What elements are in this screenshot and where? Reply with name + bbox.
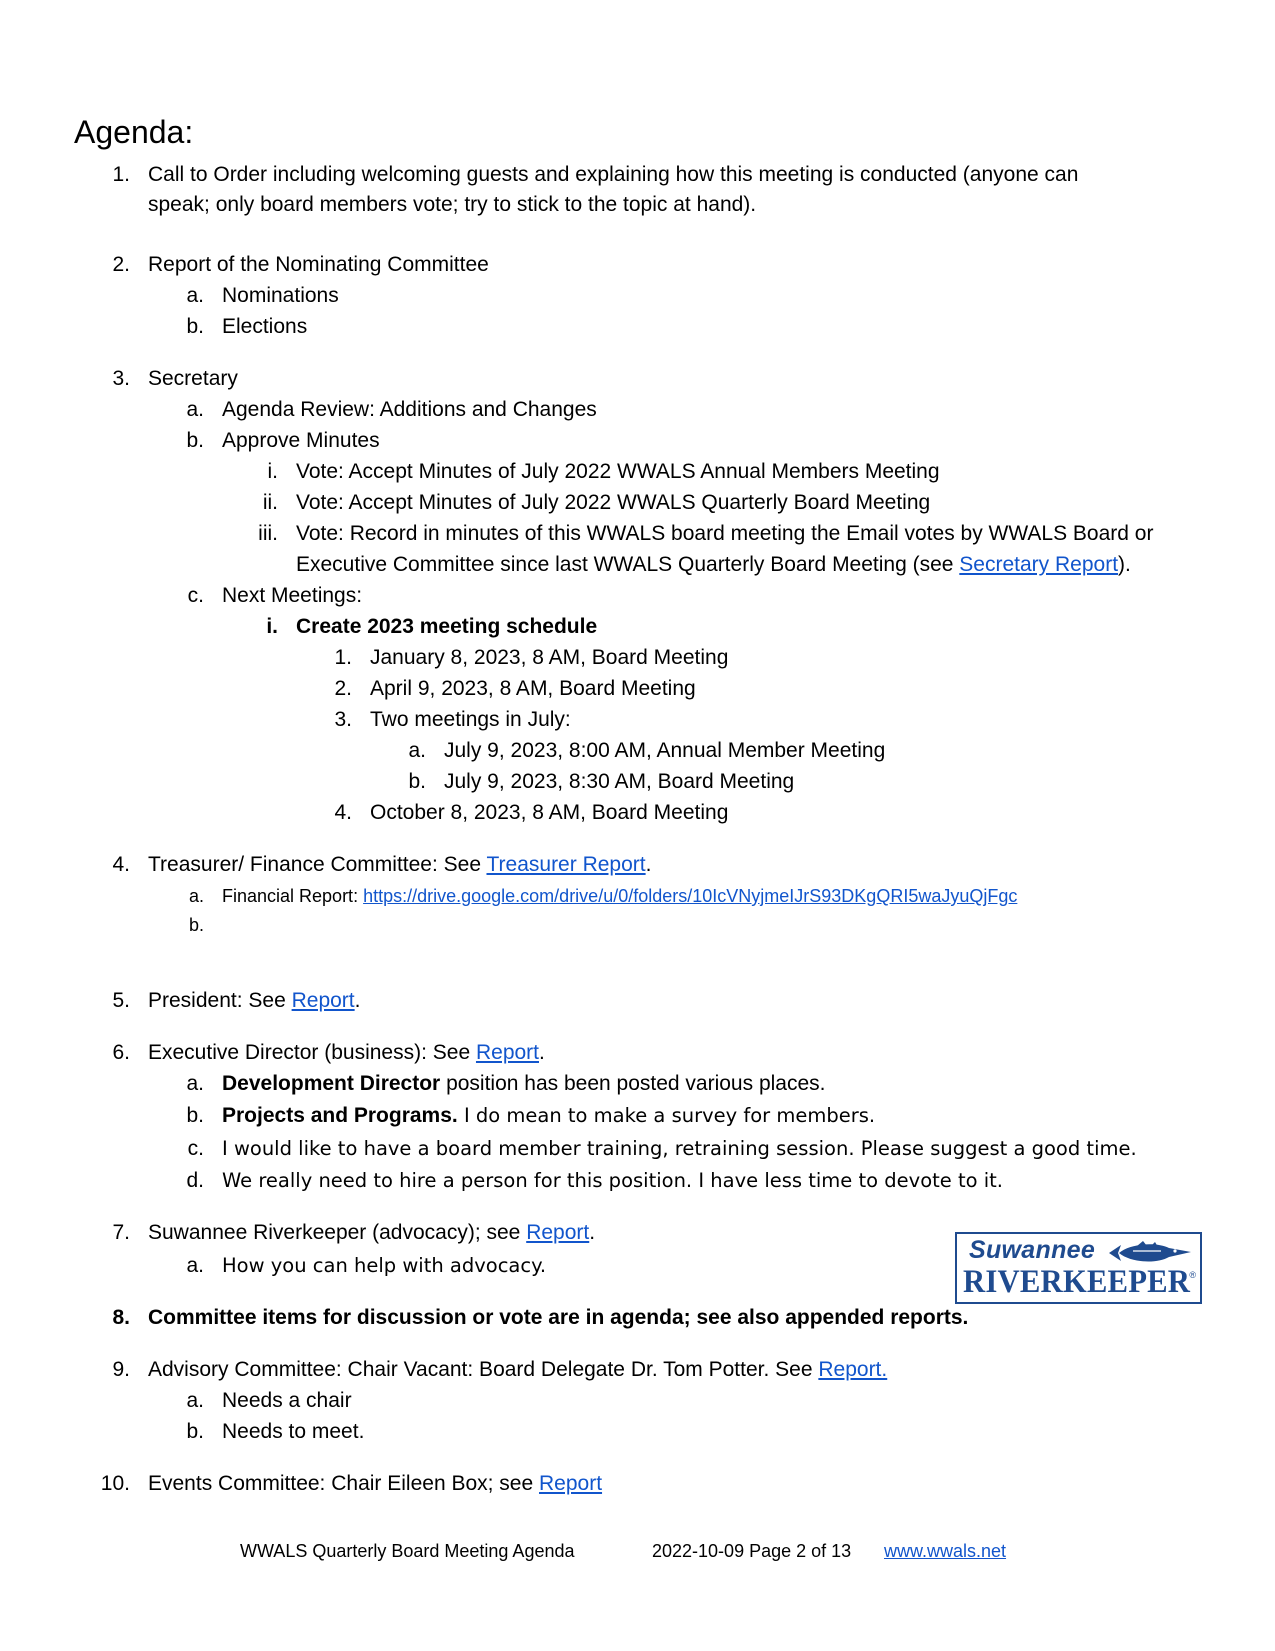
footer-title: WWALS Quarterly Board Meeting Agenda <box>240 1541 575 1561</box>
document-page: Agenda: 1. Call to Order including welcoming guests and explaining how this meeting is conducted (anyone can speak; only board members vote; try to stick to the topic at hand). 2. Report of the Nominating Committee a. Nominations b. Elections 3. Secretary a. Agenda Review: Additions and Changes b. Approve Minutes i. Vote: Accept Minutes of July 2022 WWALS Annual Members Meeting ii. Vote: Accept Minutes of July 2022 WWALS Quarterly Board Meeting iii. Vote: Record in minutes of this WWALS board meeting the Email votes by WWALS Board or Executive Committee since last WWALS Quarterly Board Meeting (see Secretary Report). c. Next Meetings: i. Create 2023 meeting schedule 1. January 8, 2023, 8 AM, Board Meeting 2. April 9, 2023, 8 AM, Board Meeting 3. Two meetings in July: a. July 9, 2023, 8:00 AM, Annual Member Meeting b. July 9, 2023, 8:30 AM, Board Meeting 4. October 8, 2023, 8 AM, Board Meeting 4. Treasurer/ Finance Committee: See Treasurer Report. a. Financial Report: https://drive.google.com/drive/u/0/folders/10IcVNyjmeIJrS93DKgQRI5waJyuQjFgc b. 5. President: See Report. 6. Executive Director (business): See Report. a. Development Director position has been posted various places. b. Projects and Programs. I do mean to make a survey for members. c. I would like to have a board member training, retraining session. Please suggest a good time. d. We really need to hire a person for this position. I have less time to devote to it. 7. Suwannee Riverkeeper (advocacy); see Report. a. How you can help with advocacy. Suwannee RIVERKEEPER ® 8. Committee items for discussion or vote are in agenda; see also appended reports. 9. Advisory Committee: Chair Vacant: Board Delegate Dr. Tom Potter. See Report. a. Needs a chair b. Needs to meet. 10. Events Committee: Chair Eileen Box; see Report WWALS Quarterly Board Meeting Agenda 2022-10-09 Page 2 of 13 www.wwals.net <box>0 0 1275 1651</box>
president-report-link[interactable]: Report <box>291 989 355 1012</box>
advisory-report-link[interactable]: Report. <box>818 1358 888 1381</box>
executive-director-report-link[interactable]: Report <box>475 1041 539 1064</box>
suwannee-riverkeeper-logo <box>955 1232 1202 1304</box>
registered-mark: ® <box>1189 1270 1196 1280</box>
treasurer-report-link[interactable]: Treasurer Report <box>486 853 646 876</box>
riverkeeper-report-link[interactable]: Report <box>526 1221 590 1244</box>
website-link[interactable]: www.wwals.net <box>884 1541 1007 1561</box>
logo-line-2: RIVERKEEPER <box>963 1264 1191 1300</box>
financial-report-link[interactable]: https://drive.google.com/drive/u/0/folders/10IcVNyjmeIJrS93DKgQRI5waJyuQjFgc <box>363 886 1018 906</box>
footer-website <box>884 1539 1006 1563</box>
footer-date-page: 2022-10-09 Page 2 of 13 <box>652 1541 852 1561</box>
events-report-link[interactable]: Report <box>539 1472 603 1495</box>
logo-line-1: Suwannee <box>969 1236 1096 1264</box>
page-heading: Agenda: <box>74 114 194 150</box>
fish-icon <box>1107 1240 1193 1266</box>
secretary-report-link[interactable]: Secretary Report <box>959 553 1119 576</box>
